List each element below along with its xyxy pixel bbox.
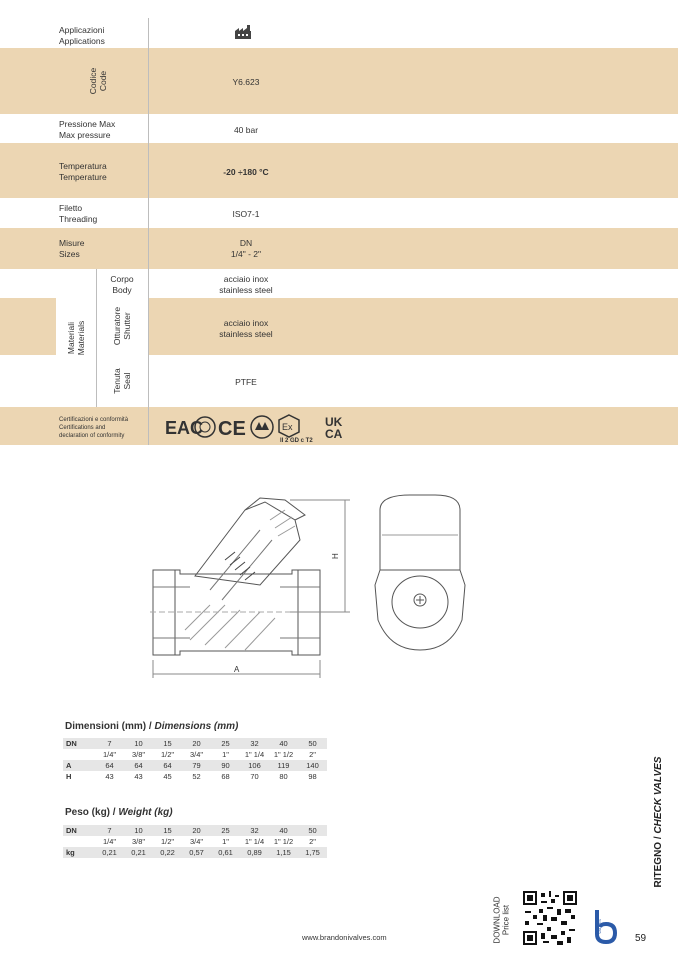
certification-marks bbox=[163, 412, 353, 442]
brand-small-text: VALVES bbox=[597, 919, 602, 934]
table-row: DN 7 10 15 20 25 32 40 50 bbox=[63, 825, 327, 836]
table-row: A 64 64 64 79 90 106 119 140 bbox=[63, 760, 327, 771]
table-row: kg 0,21 0,21 0,22 0,57 0,61 0,89 1,15 1,75 bbox=[63, 847, 327, 858]
ex-mark: Ex bbox=[282, 422, 293, 432]
shutter-value: acciaio inox stainless steel bbox=[219, 318, 273, 339]
body-value: acciaio inox stainless steel bbox=[219, 274, 273, 295]
sizes-label: Misure Sizes bbox=[59, 238, 85, 259]
code-label: Codice Code bbox=[88, 67, 108, 95]
temperature-label: Temperatura Temperature bbox=[59, 161, 107, 182]
pressure-label: Pressione Max Max pressure bbox=[59, 119, 116, 140]
materials-label: Materiali Materials bbox=[66, 320, 86, 356]
eac-mark: EAC bbox=[165, 418, 204, 438]
materials-edge bbox=[55, 298, 56, 355]
threading-value: ISO7-1 bbox=[232, 209, 260, 219]
certification-seal-icon bbox=[251, 416, 273, 438]
brand-logo bbox=[587, 908, 617, 949]
dimension-a-label: A bbox=[234, 665, 240, 674]
temperature-value: -20 ÷180 °C bbox=[223, 167, 269, 177]
table-row: DN 7 10 15 20 25 32 40 50 bbox=[63, 738, 327, 749]
code-value: Y6.623 bbox=[232, 77, 260, 87]
body-label: Corpo Body bbox=[110, 274, 134, 295]
atex-marking: II 2 GD c T2 bbox=[280, 438, 313, 442]
qr-code-icon[interactable] bbox=[523, 891, 577, 950]
factory-icon bbox=[234, 24, 252, 45]
weight-title: Peso (kg) / Weight (kg) bbox=[65, 807, 173, 818]
website-link[interactable]: www.brandonivalves.com bbox=[302, 933, 387, 942]
table-row: 1/4" 3/8" 1/2" 3/4" 1" 1" 1/4 1" 1/2 2" bbox=[63, 749, 327, 760]
ukca-mark-bottom: CA bbox=[325, 427, 343, 441]
dimension-h-label: H bbox=[331, 553, 340, 559]
table-row: H 43 43 45 52 68 70 80 98 bbox=[63, 771, 327, 782]
sizes-value: DN 1/4" - 2" bbox=[230, 238, 262, 259]
page-number: 59 bbox=[635, 933, 647, 944]
valve-technical-drawing bbox=[150, 490, 480, 680]
ukca-mark-top: UK bbox=[325, 415, 343, 429]
dimensions-table bbox=[63, 738, 327, 782]
seal-label: Tenuta Seal bbox=[112, 368, 132, 394]
certifications-label: Certificazioni e conformità Certifications and declaration of conformity bbox=[59, 417, 129, 439]
table-row: 1/4" 3/8" 1/2" 3/4" 1" 1" 1/4 1" 1/2 2" bbox=[63, 836, 327, 847]
shutter-label: Otturatore Shutter bbox=[112, 306, 132, 346]
ce-mark: CE bbox=[218, 418, 246, 440]
download-label: DOWNLOAD Price list bbox=[492, 896, 511, 944]
pressure-value: 40 bar bbox=[233, 125, 259, 135]
seal-value: PTFE bbox=[235, 377, 257, 387]
dimensions-title: Dimensioni (mm) / Dimensions (mm) bbox=[65, 721, 239, 732]
weight-table bbox=[63, 825, 327, 858]
section-side-title: RITEGNO / CHECK VALVES bbox=[653, 756, 664, 888]
applications-label: Applicazioni Applications bbox=[59, 25, 105, 46]
band-left-stub bbox=[0, 298, 55, 355]
threading-label: Filetto Threading bbox=[59, 203, 98, 224]
